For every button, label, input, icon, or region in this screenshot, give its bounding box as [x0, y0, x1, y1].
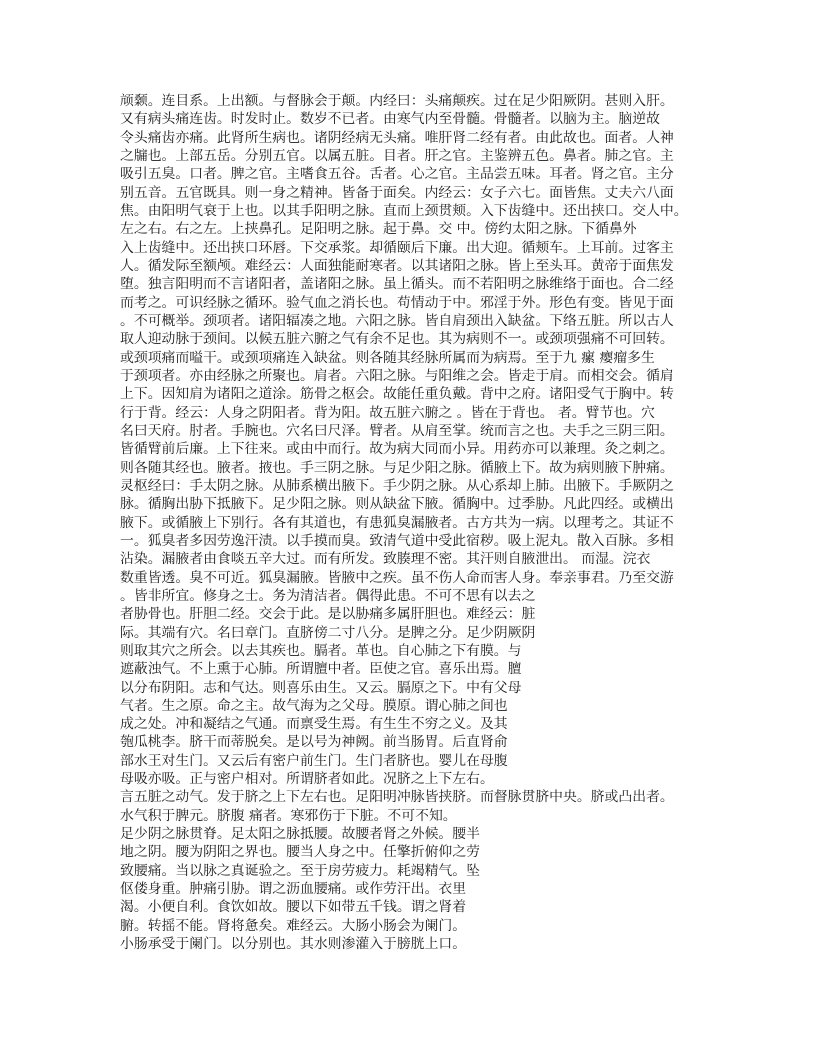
text-line: 则各随其经也。腋者。掖也。手三阴之脉。与足少阳之脉。循腋上下。故为病则腋下肿痛。	[120, 459, 674, 476]
text-line: 气者。生之原。命之主。故气海为之父母。膜原。谓心肺之间也	[120, 697, 508, 714]
text-line: 数重皆透。臭不可近。狐臭漏腋。皆腋中之疾。虽不伤人命而害人身。奉亲事君。乃至交游	[120, 569, 674, 586]
text-line: 则取其穴之所会。以去其疾也。膈者。革也。自心肺之下有膜。与	[120, 642, 522, 659]
text-line: 匏瓜桃李。脐干而蒂脱矣。是以号为神阙。前当肠胃。后直肾俞	[120, 734, 508, 751]
text-line: 足少阴之脉贯脊。足太阳之脉抵腰。故腰者肾之外候。腰半	[120, 826, 480, 843]
text-line: 言五脏之动气。发于脐之上下左右也。足阳明冲脉皆挟脐。而督脉贯脐中央。脐或凸出者。	[120, 789, 674, 806]
text-line: 。不可概举。颈项者。诸阳辐凑之地。六阳之脉。皆自肩颈出入缺盆。下络五脏。所以古人	[120, 312, 674, 329]
text-line: 焦。由阳明气衰于上也。以其手阳明之脉。直而上颈贯颊。入下齿缝中。还出挟口。交人中。	[120, 202, 688, 219]
text-line: 水气积于脾元。脐腹 痛者。寒邪伤于下脏。不可不知。	[120, 807, 457, 824]
text-line: 伛偻身重。肿痛引胁。谓之沥血腰痛。或作劳汗出。衣里	[120, 881, 467, 898]
text-line: 小肠承受于阑门。以分别也。其水则渗灌入于膀胱上口。	[120, 936, 467, 953]
text-line: 上下。因知肩为诸阳之道涂。筋骨之枢会。故能任重负戴。背中之府。诸阳受气于胸中。转	[120, 386, 674, 403]
text-line: 部水王对生门。又云后有密户前生门。生门者脐也。婴儿在母腹	[120, 752, 508, 769]
text-line: 取人迎动脉于颈间。以候五脏六腑之气有余不足也。其为病则不一。或颈项强痛不可回转。	[120, 331, 674, 348]
text-line: 于颈项者。亦由经脉之所聚也。肩者。六阳之脉。与阳维之会。皆走于肩。而相交会。循肩	[120, 367, 674, 384]
text-line: 遮蔽浊气。不上熏于心肺。所谓膻中者。臣使之官。喜乐出焉。膻	[120, 661, 522, 678]
text-line: 者胁骨也。肝胆二经。交会于此。是以胁痛多属肝胆也。难经云：脏	[120, 606, 536, 623]
text-line: 腋下。或循腋上下别行。各有其道也，有患狐臭漏腋者。古方共为一病。以理考之。其证不	[120, 514, 674, 531]
text-line: 成之处。冲和凝结之气通。而禀受生焉。有生生不穷之义。及其	[120, 716, 508, 733]
text-line: 行于背。经云：人身之阴阳者。背为阳。故五脏六腑之 。皆在于背也。 者。臂节也。穴	[120, 404, 655, 421]
text-line: 又有病头痛连齿。时发时止。数岁不已者。由寒气内至骨髓。骨髓者。以脑为主。脑逆故	[120, 111, 660, 128]
text-line: 左之右。右之左。上挟鼻孔。足阳明之脉。起于鼻。交 中。傍约太阳之脉。下循鼻外	[120, 221, 637, 238]
text-line: 致腰痛。当以脉之真诞验之。至于房劳疲力。耗竭精气。坠	[120, 862, 480, 879]
text-line: 人。循发际至额颅。难经云：人面独能耐寒者。以其诸阳之脉。皆上至头耳。黄帝于面焦发	[120, 257, 674, 274]
text-line: 皆循臂前后廉。上下往来。或由中而行。故为病大同而小异。用药亦可以兼理。灸之刺之。	[120, 441, 674, 458]
text-line: 腑。转摇不能。肾将惫矣。难经云。大肠小肠会为阑门。	[120, 917, 467, 934]
text-line: 一。狐臭者多因劳逸汗渍。以手摸而臭。致清气道中受此宿秽。吸上泥丸。散入百脉。多相	[120, 532, 674, 549]
document-body	[120, 92, 710, 953]
text-line: 灵枢经曰：手太阴之脉。从肺系横出腋下。手少阴之脉。从心系却上肺。出腋下。手厥阴之	[120, 477, 674, 494]
text-line: 入上齿缝中。还出挟口环唇。下交承浆。却循颐后下廉。出大迎。循颊车。上耳前。过客主	[120, 239, 674, 256]
text-line: 而考之。可识经脉之循环。验气血之消长也。苟情动于中。邪淫于外。形色有变。皆见于面	[120, 294, 674, 311]
text-line: 脉。循胸出胁下抵腋下。足少阳之脉。则从缺盆下腋。循胸中。过季胁。凡此四经。或横出	[120, 496, 674, 513]
text-line: 际。其端有穴。名曰章门。直脐傍二寸八分。是脾之分。足少阴厥阴	[120, 624, 536, 641]
text-line: 沾染。漏腋者由食啖五辛大过。而有所发。致腠理不密。其汗则自腋泄出。 而湿。浣衣	[120, 551, 651, 568]
text-line: 颃颡。连目系。上出额。与督脉会于颠。内经曰：头痛颠疾。过在足少阳厥阴。甚则入肝。	[120, 93, 674, 109]
text-line: 母吸亦吸。正与密户相对。所谓脐者如此。况脐之上下左右。	[120, 771, 494, 788]
text-line: 吸引五臭。口者。脾之官。主嗜食五谷。舌者。心之官。主品尝五味。耳者。肾之官。主分	[120, 166, 674, 183]
text-line: 堕。独言阳明而不言诸阳者，盖诸阳之脉。虽上循头。而不若阳明之脉维络于面也。合二经	[120, 276, 674, 293]
text-line: 。皆非所宜。修身之士。务为清洁者。偶得此患。不可不思有以去之	[120, 587, 536, 604]
text-line: 名曰天府。肘者。手腕也。穴名曰尺泽。臂者。从肩至掌。统而言之也。夫手之三阴三阳。	[120, 422, 674, 439]
text-line: 地之阴。腰为阴阳之界也。腰当人身之中。任擎折俯仰之劳	[120, 844, 480, 861]
text-line: 别五音。五官既具。则一身之精神。皆备于面矣。内经云：女子六七。面皆焦。丈夫六八面	[120, 184, 674, 201]
text-line: 令头痛齿亦痛。此肾所生病也。诸阴经病无头痛。唯肝肾二经有者。由此故也。面者。人神	[120, 129, 674, 146]
text-line: 或颈项痛而嗌干。或颈项痛连入缺盆。则各随其经脉所属而为病焉。至于九 瘰 瘿瘤多生	[120, 349, 655, 366]
text-line: 渴。小便自利。食饮如故。腰以下如带五千钱。谓之肾着	[120, 899, 467, 916]
text-line: 之牖也。上部五岳。分别五官。以属五脏。目者。肝之官。主鉴辨五色。鼻者。肺之官。主	[120, 147, 674, 164]
text-line: 以分布阴阳。志和气达。则喜乐由生。又云。膈原之下。中有父母	[120, 679, 522, 696]
